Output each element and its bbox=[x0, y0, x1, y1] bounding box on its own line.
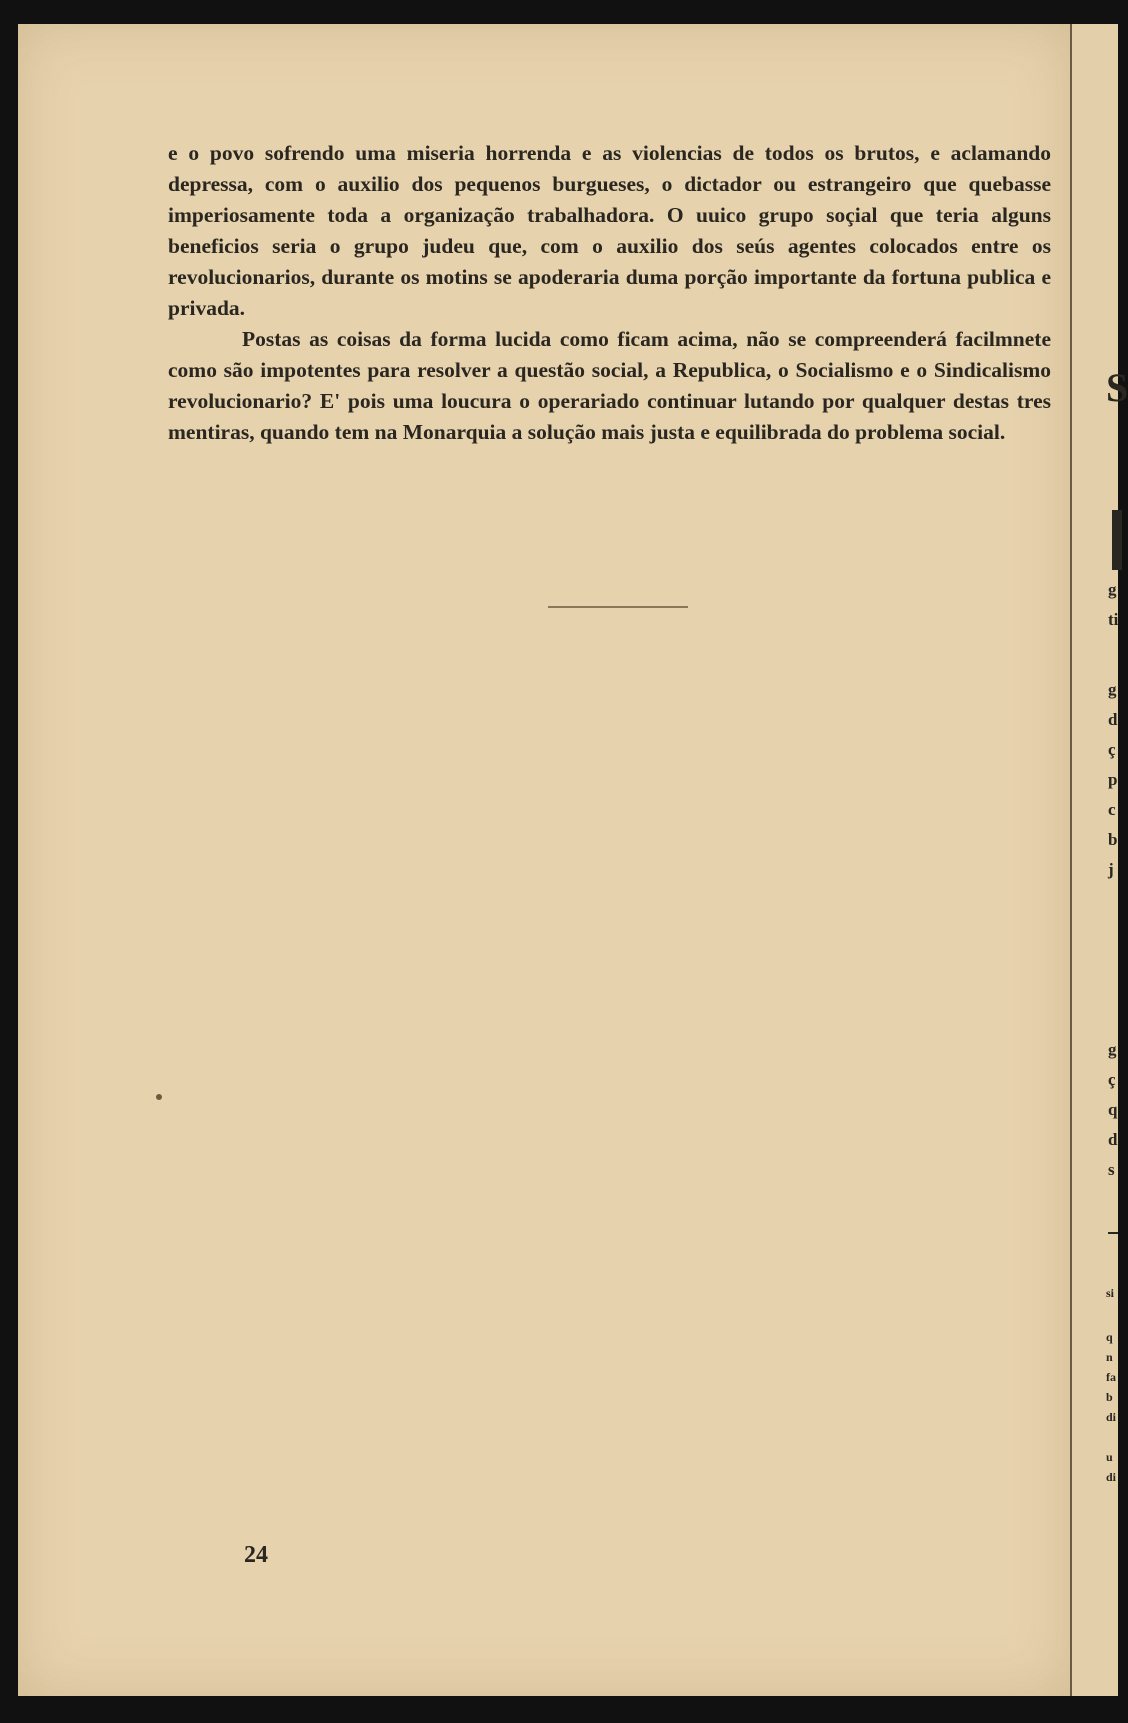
adjacent-letter: s bbox=[1108, 1160, 1115, 1179]
adjacent-initial-block bbox=[1112, 510, 1122, 570]
adjacent-letter: ti bbox=[1108, 610, 1119, 629]
adjacent-letter: S bbox=[1106, 365, 1128, 410]
page-number: 24 bbox=[244, 1542, 268, 1568]
adjacent-letter: p bbox=[1108, 770, 1118, 789]
paragraph-2: Postas as coisas da forma lucida como ficam acima, não se compreenderá facilmnete como são impotentes para resolver a questão social, a Republica, o Socialismo e o Sindicalismo revolucionario? E' pois uma loucura o operariado continuar lutando por qualquer destas tres mentiras, quando tem na Monarquia a solução mais justa e equilibrada do problema social. bbox=[168, 327, 1051, 444]
adjacent-letter: u bbox=[1106, 1450, 1113, 1464]
adjacent-letter: ç bbox=[1108, 740, 1116, 759]
paragraph-1: e o povo sofrendo uma miseria horrenda e as violencias de todos os brutos, e aclamando depressa, com o auxilio dos pequenos burgueses, o dictador ou estrangeiro que quebasse imperiosamente toda a organização trabalhadora. O uuico grupo soçial que teria alguns beneficios seria o grupo judeu que, com o auxilio dos seús agentes colocados entre os revolucionarios, durante os motins se apoderaria duma porção importante da fortuna publica e privada. bbox=[168, 141, 1051, 320]
adjacent-letter: ç bbox=[1108, 1070, 1116, 1089]
adjacent-dash bbox=[1108, 1232, 1118, 1234]
adjacent-letter: si bbox=[1106, 1286, 1115, 1300]
adjacent-letter: g bbox=[1108, 580, 1117, 599]
adjacent-letter: di bbox=[1106, 1410, 1117, 1424]
body-text bbox=[168, 138, 1051, 448]
adjacent-letter: b bbox=[1106, 1390, 1113, 1404]
adjacent-letter: g bbox=[1108, 680, 1117, 699]
adjacent-letter: n bbox=[1106, 1350, 1113, 1364]
adjacent-letter: q bbox=[1108, 1100, 1118, 1119]
adjacent-letter: d bbox=[1108, 1130, 1118, 1149]
adjacent-letter: d bbox=[1108, 710, 1118, 729]
adjacent-letter: di bbox=[1106, 1470, 1117, 1484]
adjacent-page-edge bbox=[1070, 24, 1128, 1696]
adjacent-letter: j bbox=[1108, 860, 1114, 879]
adjacent-letter: q bbox=[1106, 1330, 1113, 1344]
adjacent-letter: c bbox=[1108, 800, 1116, 819]
section-divider bbox=[548, 606, 688, 608]
adjacent-letter: b bbox=[1108, 830, 1118, 849]
paper-speck bbox=[156, 1094, 162, 1100]
adjacent-letter: g bbox=[1108, 1040, 1117, 1059]
adjacent-letter: fa bbox=[1106, 1370, 1116, 1384]
